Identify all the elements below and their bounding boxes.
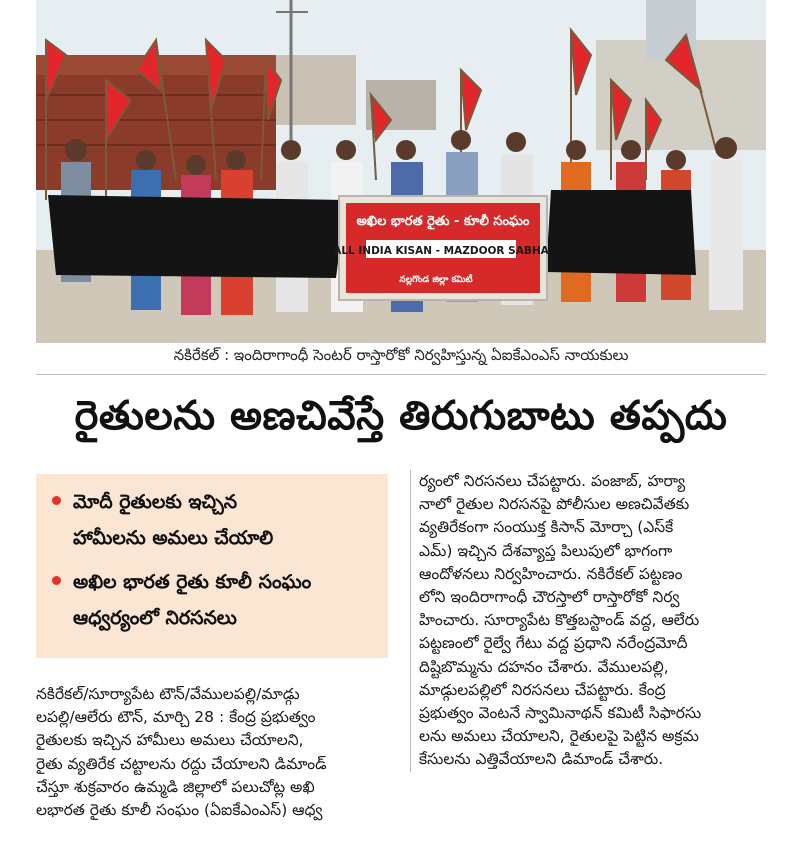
body-line: దిష్టిబొమ్మను దహనం చేశారు. వేములపల్లి, bbox=[419, 657, 669, 676]
banner-bottom-text: నల్లగొండ జిల్లా కమిటీ bbox=[399, 275, 473, 285]
body-line: లను అమలు చేయాలని, రైతులపై పెట్టిన అక్రమ bbox=[419, 727, 699, 746]
article-body-right bbox=[410, 470, 781, 772]
bullet-icon bbox=[52, 496, 61, 505]
body-line: రైతు వ్యతిరేక చట్టాలను రద్దు చేయాలని డిమాండ్ bbox=[36, 754, 327, 773]
body-line: లపల్లి/ఆలేరు టౌన్, మార్చి 28 : కేంద్ర ప్రభుత్వం bbox=[36, 708, 316, 727]
body-line: పట్టణంలో రైల్వే గేటు వద్ద ప్రధాని నరేంద్రమోదీ bbox=[419, 634, 688, 653]
highlights-box bbox=[36, 474, 388, 658]
highlight-item bbox=[52, 484, 376, 556]
body-line: ఎమ్) ఇచ్చిన దేశవ్యాప్త పిలుపులో భాగంగా bbox=[419, 541, 673, 560]
bullet-icon bbox=[52, 576, 61, 585]
highlight-line: అఖిల భారత రైతు కూలీ సంఘం bbox=[73, 571, 312, 593]
body-line: చేస్తూ శుక్రవారం ఉమ్మడి జిల్లాలో పలుచోట్ల అఖి bbox=[36, 777, 315, 796]
body-line: హించారు. సూర్యాపేట కొత్తబస్టాండ్ వద్ద, ఆలేరు bbox=[419, 611, 700, 630]
highlight-line: ఆధ్వర్యంలో నిరసనలు bbox=[73, 607, 237, 629]
body-line: వ్యతిరేకంగా సంయుక్త కిసాన్ మోర్చా (ఎస్‌కే bbox=[419, 518, 674, 537]
body-line: లోని ఇందిరాగాంధీ చౌరస్తాలో రాస్తారోకో నిర్వ bbox=[419, 588, 680, 607]
body-line: లభారత రైతు కూలీ సంఘం (ఏఐకేఎంఎస్) ఆధ్వ bbox=[36, 801, 323, 820]
body-line: కేసులను ఎత్తివేయాలని డిమాండ్ చేశారు. bbox=[419, 750, 664, 769]
photo-caption: నకిరేకల్ : ఇందిరాగాంధీ సెంటర్ రాస్తారోకో నిర్వహిస్తున్న ఏఐకేఎంఎస్ నాయకులు bbox=[36, 346, 766, 375]
body-line: నాలో రైతుల నిరసనపై పోలీసుల అణచివేతకు bbox=[419, 495, 690, 514]
article-body-left bbox=[36, 683, 396, 822]
body-line: రైతులకు ఇచ్చిన హామీలు అమలు చేయాలని, bbox=[36, 731, 304, 750]
body-line: ప్రభుత్వం వెంటనే స్వామినాథన్ కమిటీ సిఫారసు bbox=[419, 704, 702, 723]
banner-top-text: అఖిల భారత రైతు - కూలీ సంఘం bbox=[356, 214, 530, 229]
body-line: నకిరేకల్/సూర్యాపేట టౌన్/వేములపల్లి/మాడ్గు bbox=[36, 685, 300, 703]
body-line: మాడ్గులపల్లిలో నిరసనలు చేపట్టారు. కేంద్ర bbox=[419, 680, 666, 699]
highlight-line: హామీలను అమలు చేయాలి bbox=[73, 527, 274, 549]
body-line: ర్యంలో నిరసనలు చేపట్టారు. పంజాబ్, హర్యా bbox=[419, 472, 686, 490]
headline: రైతులను అణచివేస్తే తిరుగుబాటు తప్పదు bbox=[74, 393, 728, 439]
protest-photo bbox=[36, 0, 766, 343]
body-line: ఆందోళనలు నిర్వహించారు. నకిరేకల్ పట్టణం bbox=[419, 564, 683, 583]
highlight-item bbox=[52, 564, 376, 636]
highlight-line: మోదీ రైతులకు ఇచ్చిన bbox=[73, 491, 238, 513]
banner-mid-text: ALL INDIA KISAN - MAZDOOR SABHA bbox=[333, 245, 549, 257]
